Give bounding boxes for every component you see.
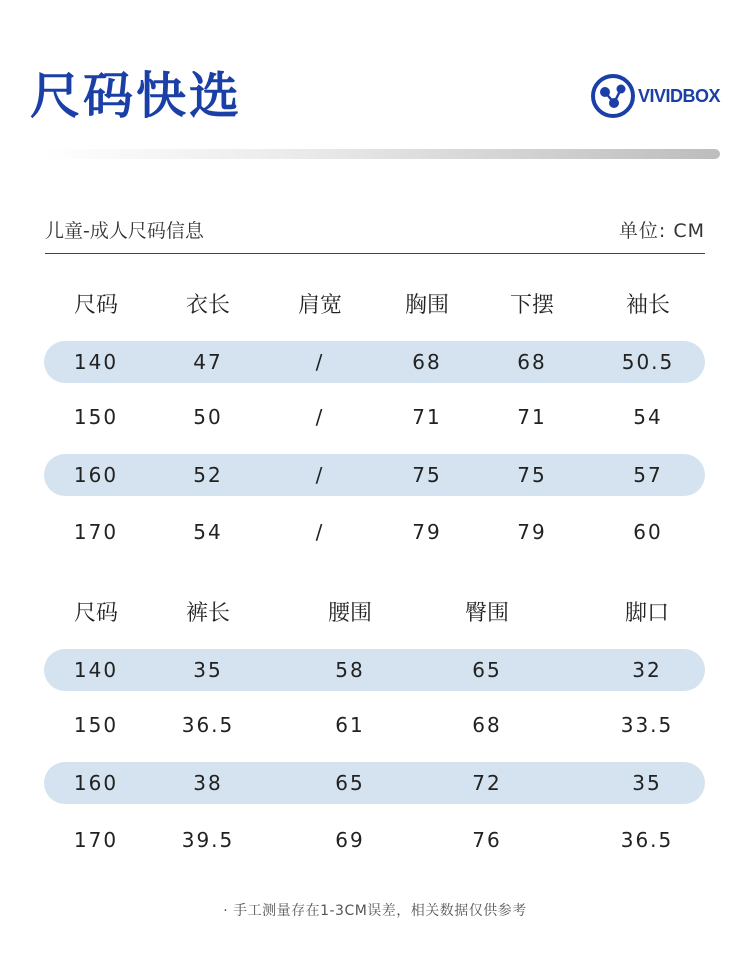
table-cell: 75	[517, 463, 547, 487]
table-cell: 38	[193, 771, 223, 795]
table-cell: 140	[73, 350, 119, 374]
table-cell: 58	[335, 658, 365, 682]
table-row	[44, 704, 705, 746]
table-cell: /	[315, 405, 325, 429]
unit-label: 单位: CM	[618, 219, 705, 242]
size-info-row	[45, 216, 705, 242]
table-cell: 54	[193, 520, 223, 544]
table-cell: 76	[472, 828, 502, 852]
table-cell: 170	[73, 520, 119, 544]
table-cell: 36.5	[620, 828, 674, 852]
table-cell: /	[315, 520, 325, 544]
table-cell: 61	[335, 713, 365, 737]
table-cell: 72	[472, 771, 502, 795]
table-cell: 69	[335, 828, 365, 852]
table-cell: 160	[73, 463, 119, 487]
table-cell: 68	[517, 350, 547, 374]
page-title: 尺码快选	[30, 67, 242, 125]
column-header: 尺码	[73, 601, 119, 626]
table-header	[44, 592, 705, 636]
table-row	[44, 762, 705, 804]
size-info-label: 儿童-成人尺码信息	[45, 219, 204, 242]
table-cell: 150	[73, 405, 119, 429]
measurement-note: · 手工测量存在1-3CM误差，相关数据仅供参考	[223, 903, 527, 919]
table-cell: 150	[73, 713, 119, 737]
table-cell: /	[315, 463, 325, 487]
table-cell: 79	[412, 520, 442, 544]
table-cell: 57	[633, 463, 663, 487]
info-divider	[45, 253, 705, 254]
column-header: 尺码	[73, 293, 119, 318]
table-row	[44, 649, 705, 691]
table-cell: 36.5	[181, 713, 235, 737]
table-cell: 65	[335, 771, 365, 795]
column-header: 腰围	[327, 601, 373, 626]
table-cell: 71	[412, 405, 442, 429]
table-cell: 79	[517, 520, 547, 544]
top-size-table	[44, 284, 705, 544]
table-cell: 140	[73, 658, 119, 682]
header-divider-bar	[42, 149, 720, 159]
table-cell: 68	[472, 713, 502, 737]
table-cell: 50.5	[621, 350, 675, 374]
table-cell: 50	[193, 405, 223, 429]
column-header: 臀围	[464, 601, 510, 626]
table-cell: 47	[193, 350, 223, 374]
table-cell: 60	[633, 520, 663, 544]
table-cell: 35	[193, 658, 223, 682]
table-cell: 65	[472, 658, 502, 682]
brand-logo	[590, 72, 720, 120]
column-header: 衣长	[185, 293, 231, 318]
table-cell: 39.5	[181, 828, 235, 852]
vividbox-logo-icon	[590, 73, 636, 119]
table-row	[44, 396, 705, 438]
column-header: 袖长	[625, 293, 671, 318]
brand-name: VIVIDBOX	[638, 85, 721, 106]
column-header: 肩宽	[297, 293, 343, 318]
table-header	[44, 284, 705, 328]
table-cell: 33.5	[620, 713, 674, 737]
table-cell: 54	[633, 405, 663, 429]
table-row	[44, 511, 705, 553]
table-cell: 160	[73, 771, 119, 795]
table-row	[44, 454, 705, 496]
table-cell: 52	[193, 463, 223, 487]
table-cell: 75	[412, 463, 442, 487]
table-row	[44, 819, 705, 861]
column-header: 胸围	[404, 293, 450, 318]
table-row	[44, 341, 705, 383]
column-header: 裤长	[185, 601, 231, 626]
table-cell: 71	[517, 405, 547, 429]
column-header: 脚口	[624, 601, 670, 626]
table-cell: 68	[412, 350, 442, 374]
column-header: 下摆	[509, 293, 555, 318]
table-cell: 35	[632, 771, 662, 795]
table-cell: /	[315, 350, 325, 374]
table-cell: 32	[632, 658, 662, 682]
table-cell: 170	[73, 828, 119, 852]
bottom-size-table	[44, 592, 705, 852]
